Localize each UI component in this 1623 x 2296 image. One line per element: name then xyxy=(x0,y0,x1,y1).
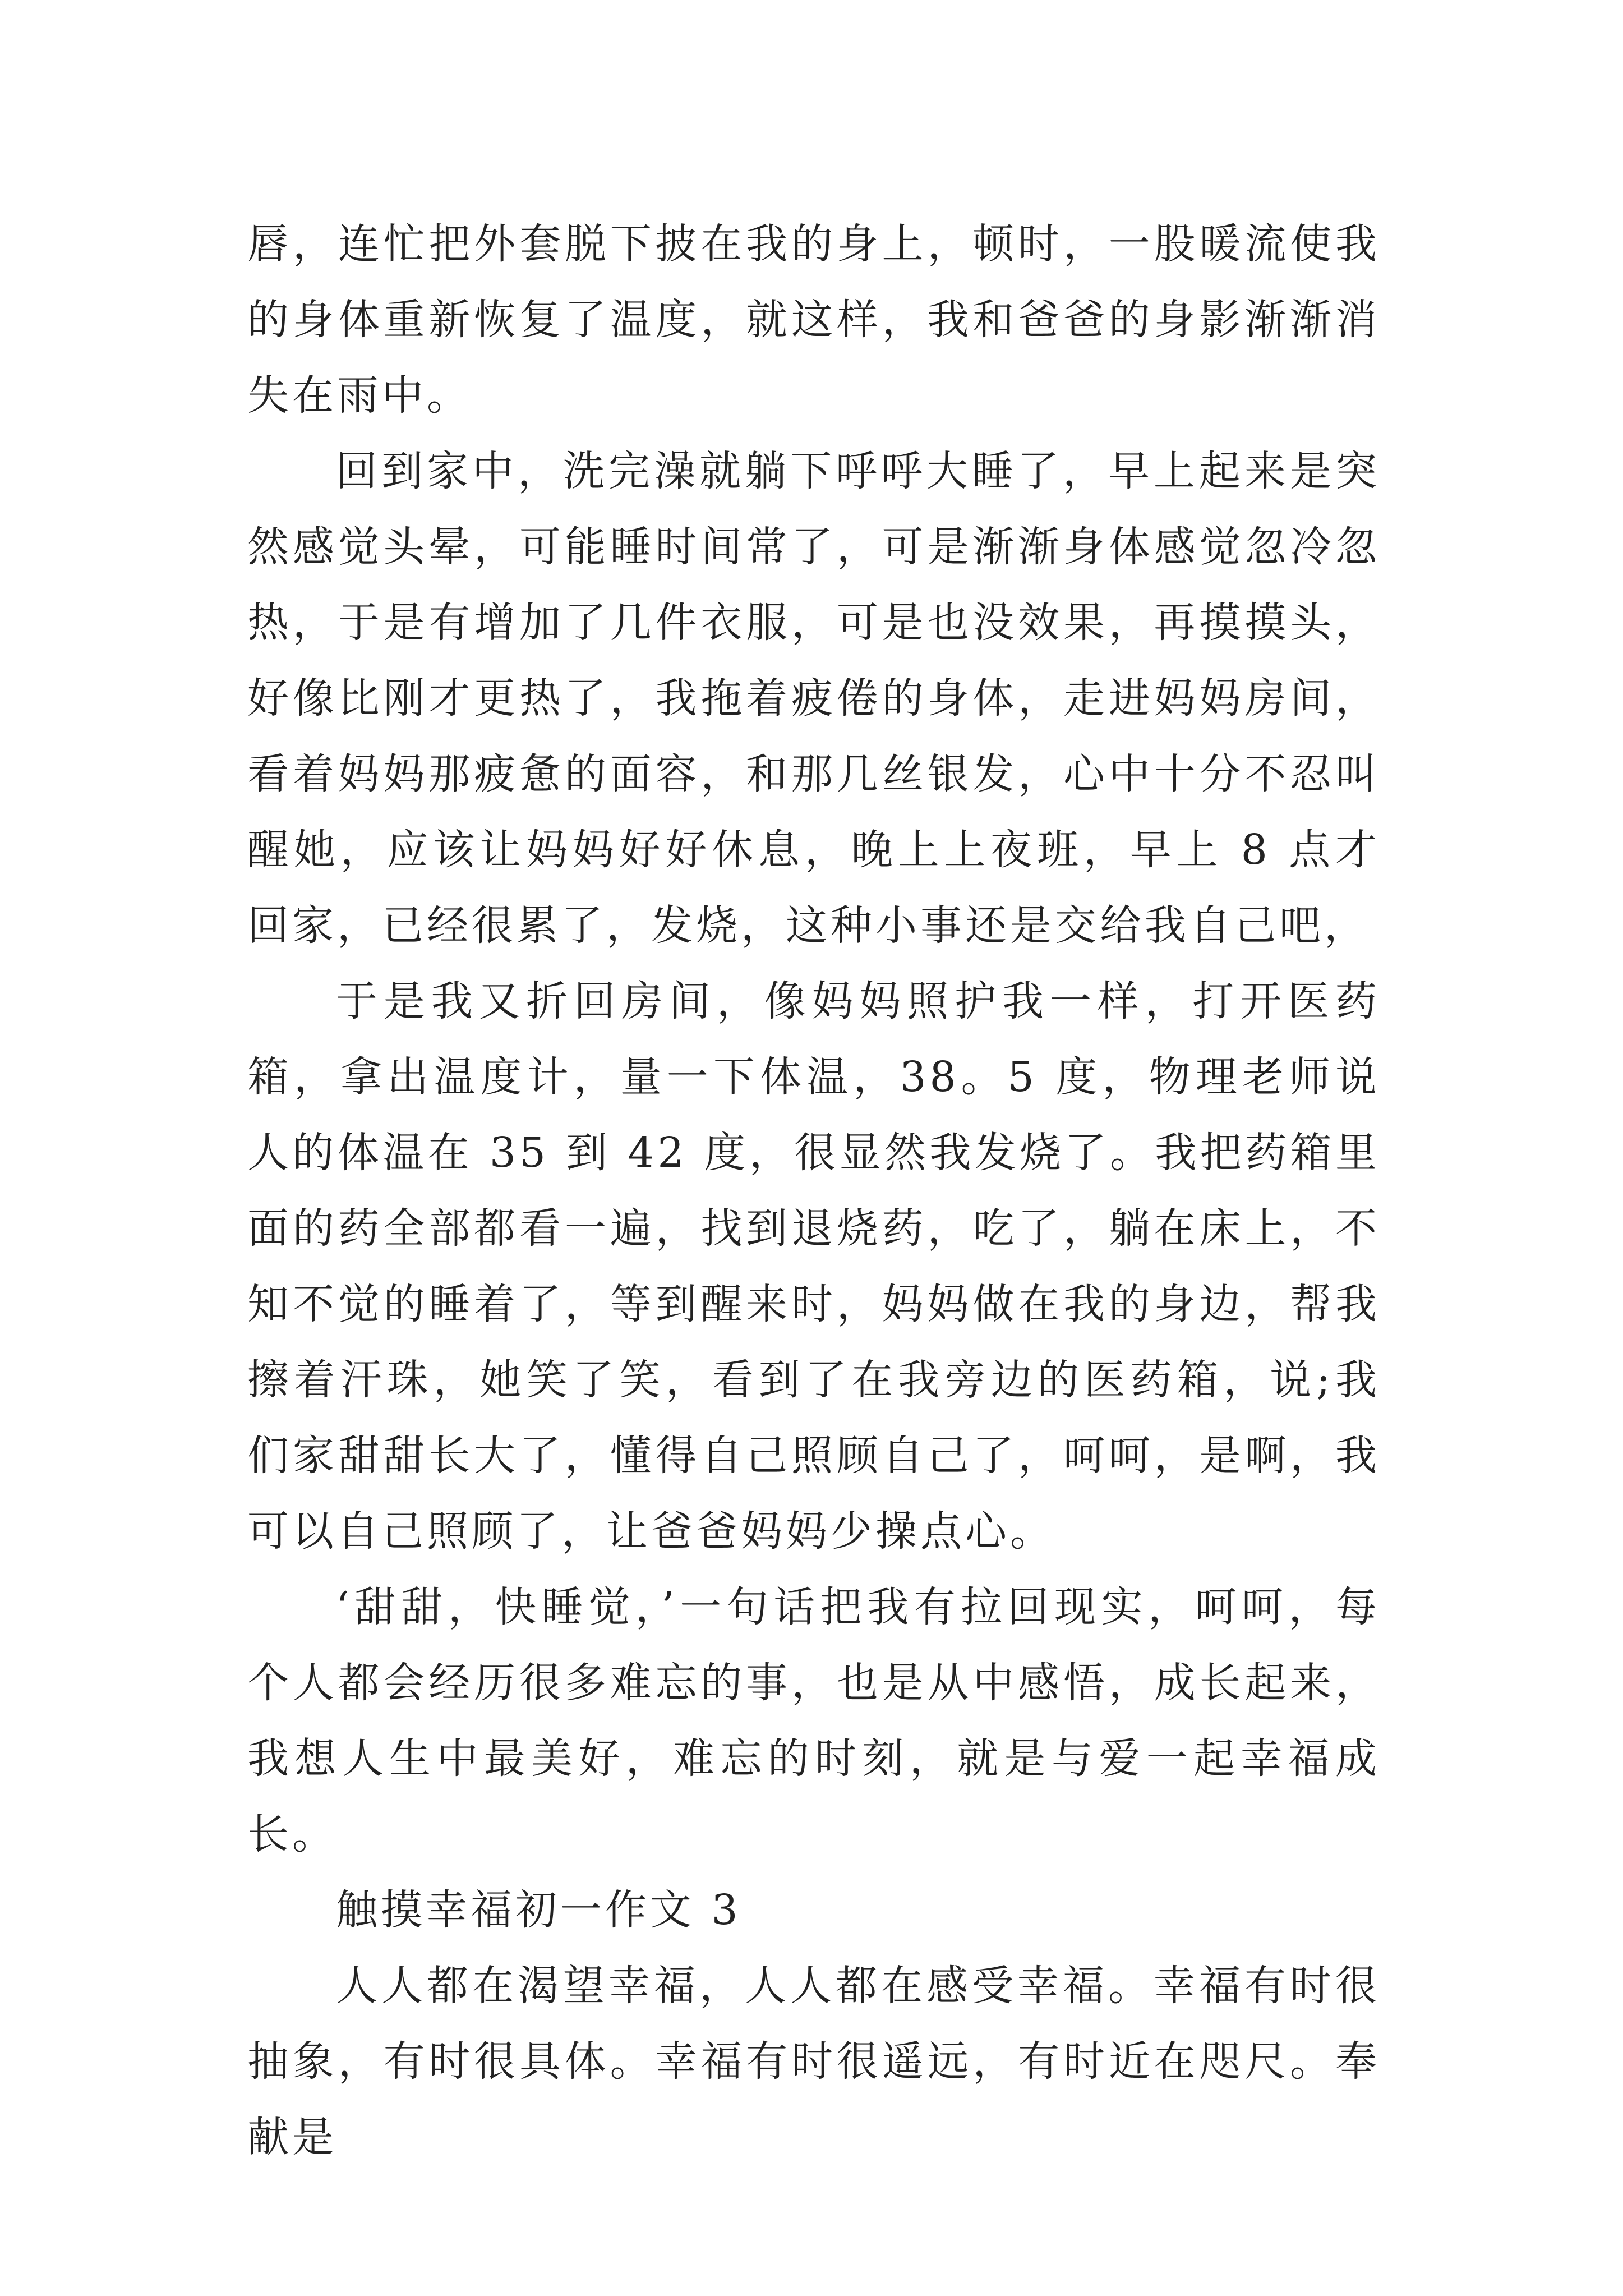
paragraph-fever-morning: 回到家中，洗完澡就躺下呼呼大睡了，早上起来是突然感觉头晕，可能睡时间常了，可是渐渐身体感觉忽冷忽热，于是有增加了几件衣服，可是也没效果，再摸摸头，好像比刚才更热了，我拖着疲倦的身体，走进妈妈房间，看着妈妈那疲惫的面容，和那几丝银发，心中十分不忍叫醒她，应该让妈妈好好休息，晚上上夜班，早上 8 点才回家，已经很累了，发烧，这种小事还是交给我自己吧， xyxy=(247,447,1380,950)
paragraph-essay-3-opening: 人人都在渴望幸福，人人都在感受幸福。幸福有时很抽象，有时很具体。幸福有时很遥远，有时近在咫尺。奉献是 xyxy=(247,1962,1380,2161)
document-body xyxy=(247,206,1380,2175)
paragraph-continuation: 唇，连忙把外套脱下披在我的身上，顿时，一股暖流使我的身体重新恢复了温度，就这样，我和爸爸的身影渐渐消失在雨中。 xyxy=(247,220,1380,420)
paragraph-medicine-box: 于是我又折回房间，像妈妈照护我一样，打开医药箱，拿出温度计，量一下体温，38。5 度，物理老师说人的体温在 35 到 42 度，很显然我发烧了。我把药箱里面的药全部都看一遍，找到退烧药，吃了，躺在床上，不知不觉的睡着了，等到醒来时，妈妈做在我的身边，帮我擦着汗珠，她笑了笑，看到了在我旁边的医药箱，说;我们家甜甜长大了，懂得自己照顾自己了，呵呵，是啊，我可以自己照顾了，让爸爸妈妈少操点心。 xyxy=(247,977,1380,1556)
paragraph-reflection: ‘甜甜，快睡觉，’一句话把我有拉回现实，呵呵，每个人都会经历很多难忘的事，也是从中感悟，成长起来，我想人生中最美好，难忘的时刻，就是与爱一起幸福成长。 xyxy=(247,1583,1380,1858)
essay-heading: 触摸幸福初一作文 3 xyxy=(336,1886,741,1934)
